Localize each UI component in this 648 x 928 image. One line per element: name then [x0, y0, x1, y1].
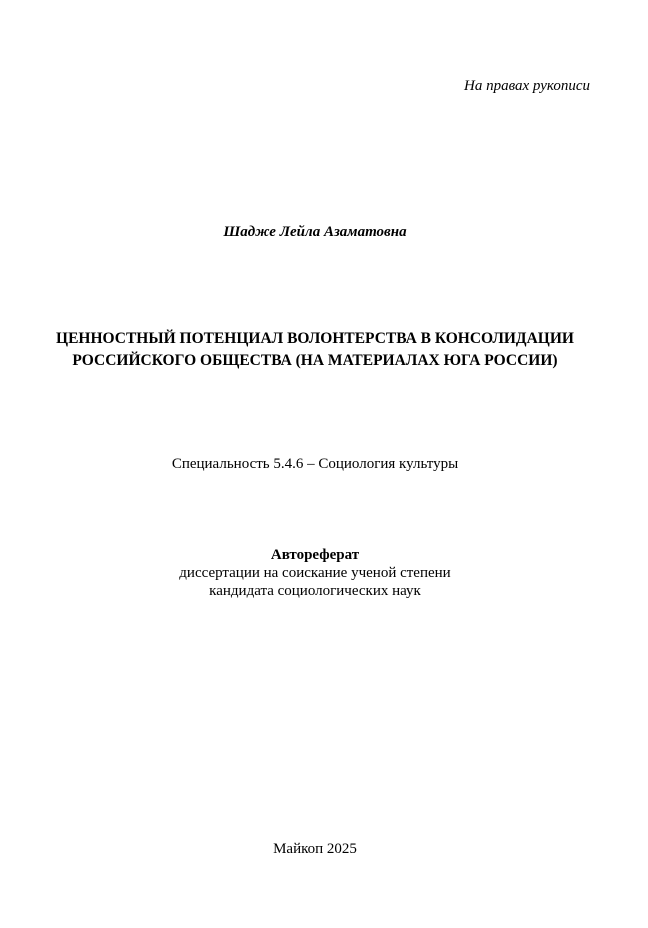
- place-and-year: Майкоп 2025: [273, 841, 357, 857]
- abstract-line-2: кандидата социологических наук: [209, 583, 421, 599]
- title-line-2: РОССИЙСКОГО ОБЩЕСТВА (НА МАТЕРИАЛАХ ЮГА РОССИИ): [72, 352, 558, 369]
- specialty: Специальность 5.4.6 – Социология культуры: [171, 456, 459, 472]
- dissertation-title: [0, 328, 630, 372]
- abstract-line-1: диссертации на соискание ученой степени: [179, 565, 451, 581]
- title-line-1: ЦЕННОСТНЫЙ ПОТЕНЦИАЛ ВОЛОНТЕРСТВА В КОНСОЛИДАЦИИ: [56, 330, 574, 347]
- manuscript-rights-note: На правах рукописи: [464, 78, 590, 94]
- author-name: Шадже Лейла Азаматовна: [223, 224, 407, 240]
- abstract-block: [0, 546, 630, 600]
- abstract-heading: Автореферат: [270, 547, 360, 563]
